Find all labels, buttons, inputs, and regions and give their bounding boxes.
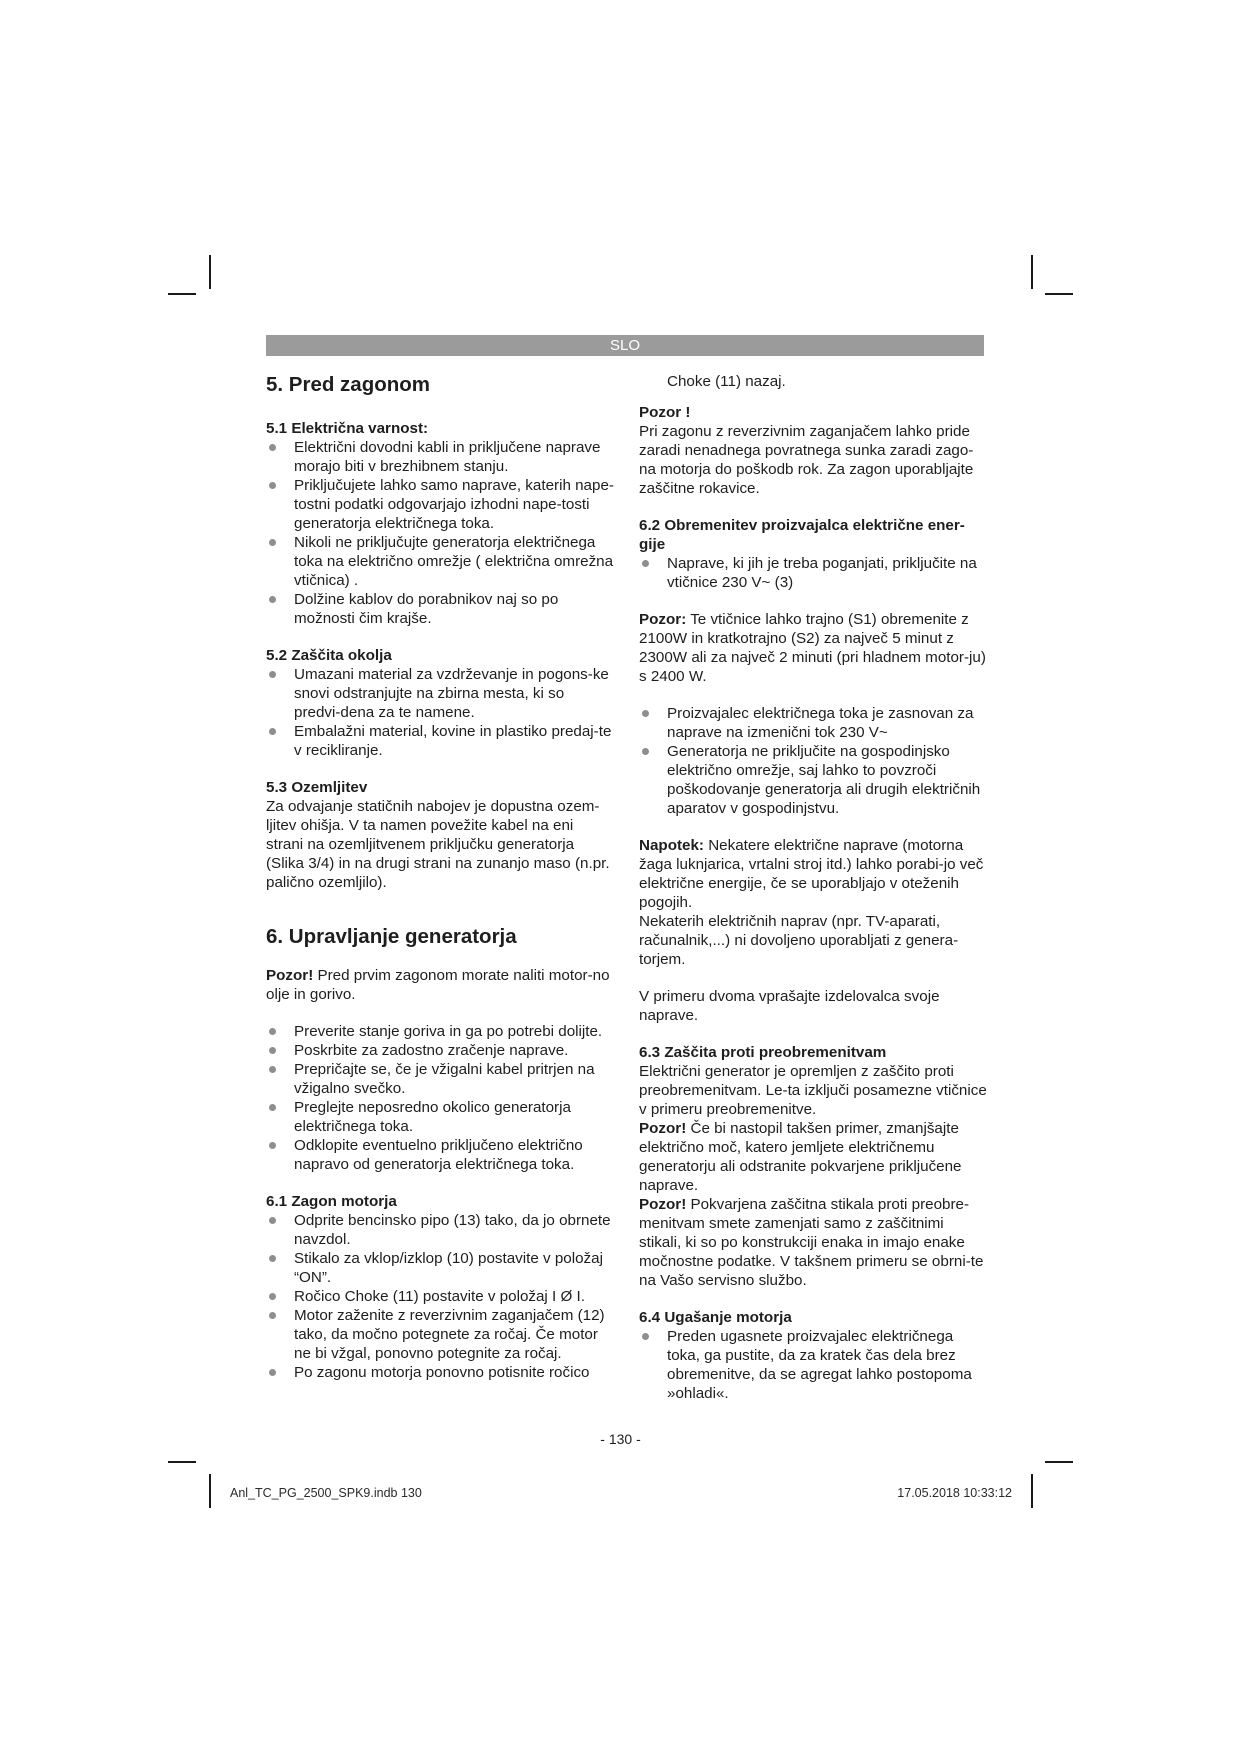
warning-label: Pozor! [266, 967, 314, 984]
list-item: Preglejte neposredno okolico generatorja električnega toka. [266, 1098, 614, 1136]
note-text: Nekatere električne naprave (motorna žaga luknjarica, vrtalni stroj itd.) lahko porabi-jo več električne energije, če se uporabljajo v oteženih pogojih. [639, 837, 984, 911]
list-item: Generatorja ne priključite na gospodinjsko električno omrežje, saj lahko to povzroči poškodovanje generatorja ali drugih električnih aparatov v gospodinjstvu. [639, 742, 987, 818]
section-6-3-warning-1 [639, 1119, 987, 1195]
list-item: Električni dovodni kabli in priključene naprave morajo biti v brezhibnem stanju. [266, 438, 614, 476]
warning-text: Pokvarjena zaščitna stikala proti preobre-menitvam smete zamenjati samo z zaščitnimi stikali, ki so po konstrukciji enaka in imajo enake močnostne podatke. V takšnem primeru se obrni-te na Vašo servisno službo. [639, 1196, 984, 1289]
advice-text: V primeru dvoma vprašajte izdelovalca svoje naprave. [639, 988, 940, 1024]
list-item: Naprave, ki jih je treba poganjati, priključite na vtičnice 230 V~ (3) [639, 554, 987, 592]
section-6-3-title: 6.3 Zaščita proti preobremenitvam [639, 1044, 887, 1061]
section-5-1-list [266, 438, 614, 628]
note-label: Napotek: [639, 837, 704, 854]
warning-label: Pozor: [639, 611, 687, 628]
list-item: Umazani material za vzdrževanje in pogons-ke snovi odstranjujte na zbirna mesta, ki so predvi-dena za te namene. [266, 665, 614, 722]
list-item: Dolžine kablov do porabnikov naj so po možnosti čim krajše. [266, 590, 614, 628]
list-item: Proizvajalec električnega toka je zasnovan za naprave na izmenični tok 230 V~ [639, 704, 987, 742]
section-6-list [266, 1022, 614, 1174]
crop-mark [168, 1461, 196, 1463]
warning-text: Če bi nastopil takšen primer, zmanjšajte električno moč, katero jemljete električnemu generatorju ali odstranite pokvarjene priključene naprave. [639, 1120, 962, 1194]
section-6-warning [266, 966, 614, 1004]
section-5-title: 5. Pred zagonom [266, 373, 431, 396]
section-6-4-title: 6.4 Ugašanje motorja [639, 1309, 792, 1326]
list-item: Poskrbite za zadostno zračenje naprave. [266, 1041, 614, 1060]
section-5-3-text: Za odvajanje statičnih nabojev je dopustna ozem-ljitev ohišja. V ta namen povežite kabel na eni strani na ozemljitvenem priključku generatorja (Slika 3/4) in na drugi strani na zunanjo maso (n.pr. palično ozemljilo). [266, 798, 610, 891]
warning-text: Te vtičnice lahko trajno (S1) obremenite z 2100W in kratkotrajno (S2) za največ 5 minut z 2300W ali za največ 2 minuti (pri hladnem motor-ju) s 2400 W. [639, 611, 986, 685]
list-item: Priključujete lahko samo naprave, katerih nape-tostni podatki odgovarjajo izhodni nape-tosti generatorja električnega toka. [266, 476, 614, 533]
continued-text: Choke (11) nazaj. [667, 373, 786, 390]
crop-mark [1045, 293, 1073, 295]
section-6-2-list-2 [639, 704, 987, 818]
crop-mark [168, 293, 196, 295]
crop-mark [1031, 1474, 1033, 1508]
pozor-title: Pozor ! [639, 404, 691, 421]
list-item: Ročico Choke (11) postavite v položaj I Ø I. [266, 1287, 614, 1306]
list-item: Preverite stanje goriva in ga po potrebi dolijte. [266, 1022, 614, 1041]
page-number: - 130 - [600, 1431, 641, 1447]
list-item: Nikoli ne priključujte generatorja električnega toka na električno omrežje ( električna omrežna vtičnica) . [266, 533, 614, 590]
warning-text: Pred prvim zagonom morate naliti motor-no olje in gorivo. [266, 967, 610, 1003]
section-5-2-title: 5.2 Zaščita okolja [266, 647, 392, 664]
section-6-2-title: 6.2 Obremenitev proizvajalca električne ener-gije [639, 517, 965, 553]
section-6-title: 6. Upravljanje generatorja [266, 925, 517, 948]
section-6-3-warning-2 [639, 1195, 987, 1290]
right-column [639, 372, 987, 1403]
footer-timestamp: 17.05.2018 10:33:12 [897, 1486, 1012, 1500]
section-6-1-list [266, 1211, 614, 1382]
section-5-1-title: 5.1 Električna varnost: [266, 420, 429, 437]
section-6-3-text: Električni generator je opremljen z zaščito proti preobremenitvam. Le-ta izključi posamezne vtičnice v primeru preobremenitve. [639, 1063, 987, 1118]
section-5-3-title: 5.3 Ozemljitev [266, 779, 368, 796]
list-item: Preden ugasnete proizvajalec električnega toka, ga pustite, da za kratek čas dela brez obremenitve, da se agregat lahko postopoma »ohladi«. [639, 1327, 987, 1403]
napotek-note [639, 836, 987, 912]
footer-filename: Anl_TC_PG_2500_SPK9.indb 130 [230, 1486, 422, 1500]
crop-mark [209, 1474, 211, 1508]
list-item: Motor zaženite z reverzivnim zaganjačem (12) tako, da močno potegnete za ročaj. Če motor ne bi vžgal, ponovno potegnite za ročaj. [266, 1306, 614, 1363]
language-header-bar: SLO [266, 335, 984, 356]
pozor-text: Pri zagonu z reverzivnim zaganjačem lahko pride zaradi nenadnega povratnega sunka zaradi zago-na motorja do poškodb rok. Za zagon uporabljajte zaščitne rokavice. [639, 423, 974, 497]
warning-label: Pozor! [639, 1120, 687, 1137]
napotek-note-2: Nekaterih električnih naprav (npr. TV-aparati, računalnik,...) ni dovoljeno uporabljati z genera-torjem. [639, 913, 959, 968]
list-item: Prepričajte se, če je vžigalni kabel pritrjen na vžigalno svečko. [266, 1060, 614, 1098]
list-item: Odprite bencinsko pipo (13) tako, da jo obrnete navzdol. [266, 1211, 614, 1249]
list-item: Po zagonu motorja ponovno potisnite ročico [266, 1363, 614, 1382]
warning-label: Pozor! [639, 1196, 687, 1213]
list-item: Odklopite eventuelno priključeno električno napravo od generatorja električnega toka. [266, 1136, 614, 1174]
crop-mark [1045, 1461, 1073, 1463]
crop-mark [1031, 255, 1033, 289]
left-column [266, 372, 614, 1382]
section-6-2-warning [639, 610, 987, 686]
crop-mark [209, 255, 211, 289]
section-6-4-list [639, 1327, 987, 1403]
section-6-2-list [639, 554, 987, 592]
section-6-1-title: 6.1 Zagon motorja [266, 1193, 397, 1210]
section-5-2-list [266, 665, 614, 760]
list-item: Embalažni material, kovine in plastiko predaj-te v recikliranje. [266, 722, 614, 760]
list-item: Stikalo za vklop/izklop (10) postavite v položaj “ON”. [266, 1249, 614, 1287]
